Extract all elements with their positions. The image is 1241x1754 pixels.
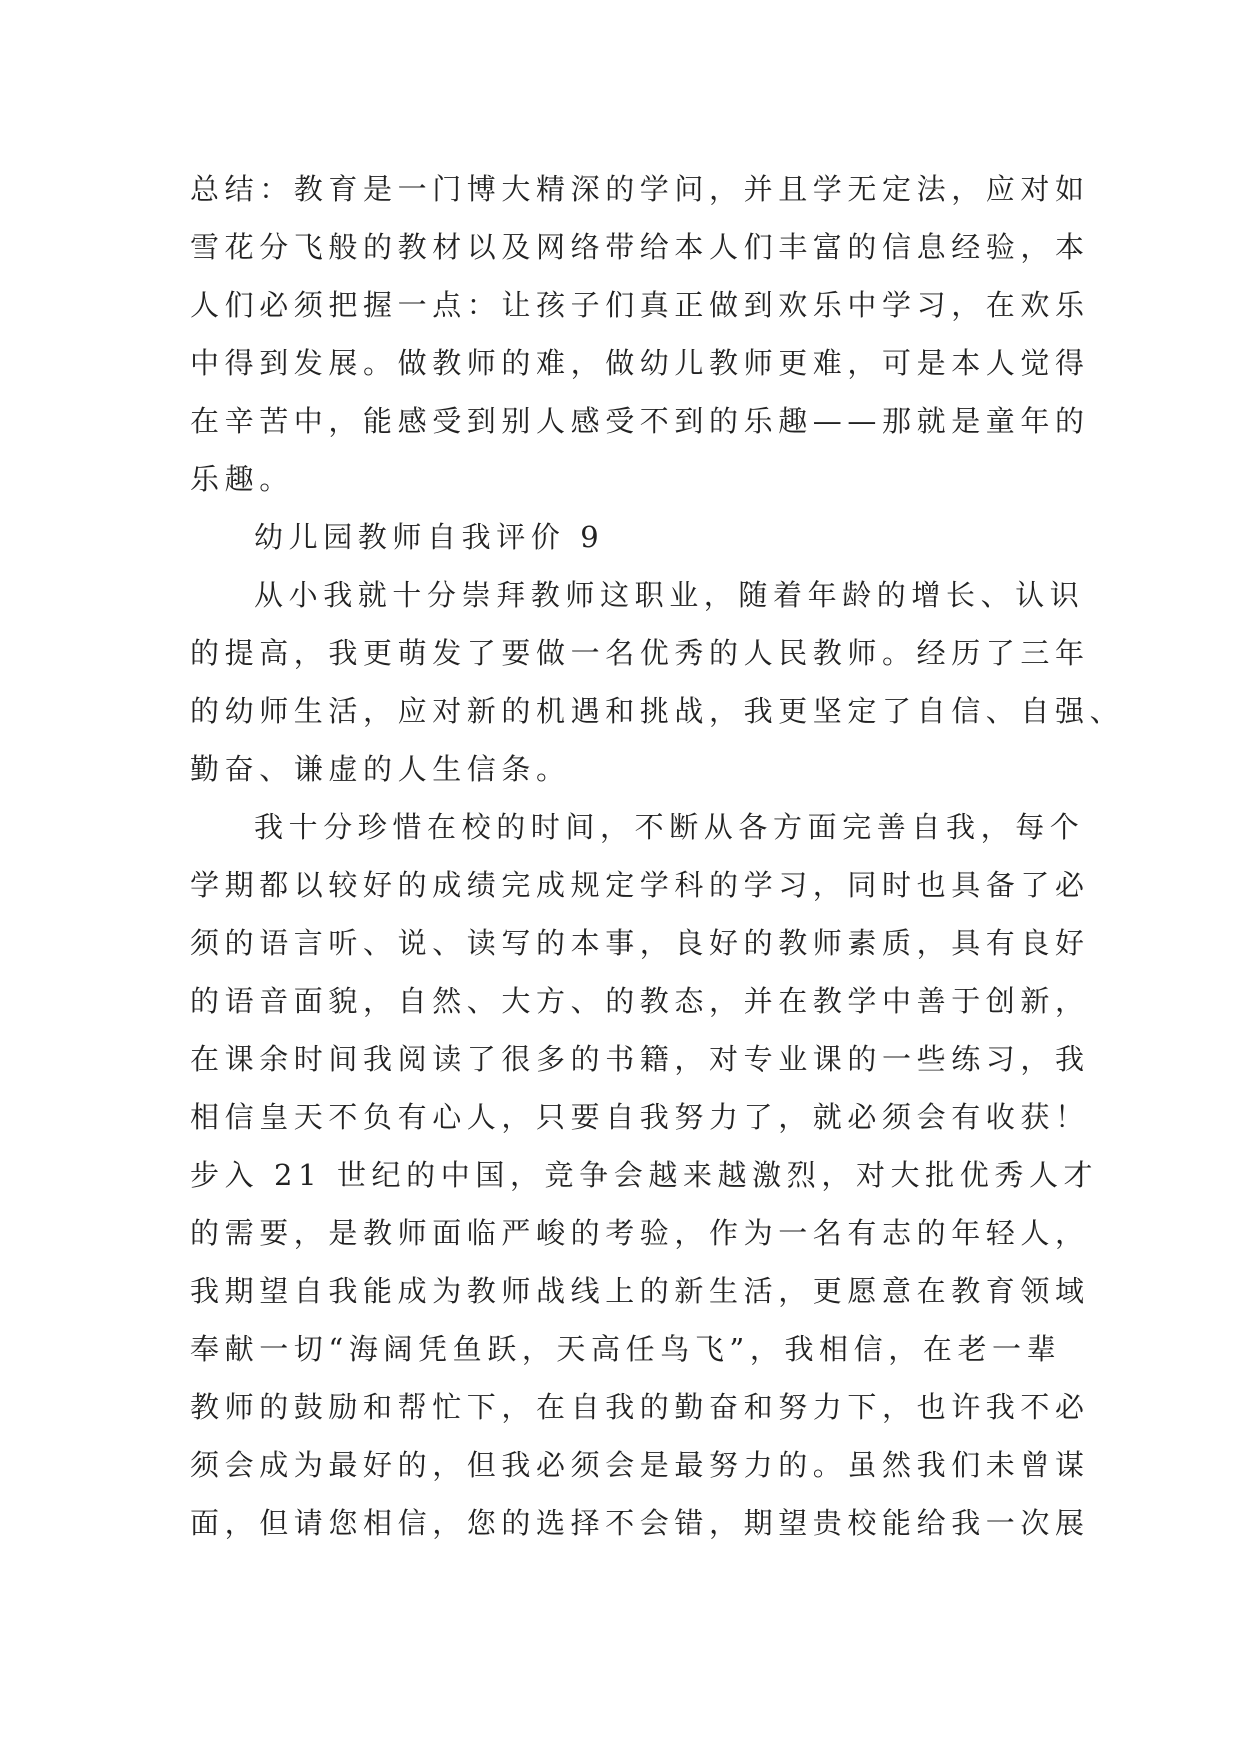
paragraph-summary (190, 160, 1090, 508)
text-line: 中得到发展。做教师的难，做幼儿教师更难，可是本人觉得 (190, 346, 1090, 380)
text-line: 乐趣。 (190, 462, 294, 496)
text-line: 总结：教育是一门博大精深的学问，并且学无定法，应对如 (190, 172, 1090, 206)
text-line: 的幼师生活，应对新的机遇和挑战，我更坚定了自信、自强、 (190, 694, 1125, 728)
text-line: 面，但请您相信，您的选择不会错，期望贵校能给我一次展 (190, 1506, 1090, 1540)
text-line: 我期望自我能成为教师战线上的新生活，更愿意在教育领域 (190, 1274, 1090, 1308)
text-line: 的提高，我更萌发了要做一名优秀的人民教师。经历了三年 (190, 636, 1090, 670)
text-line: 相信皇天不负有心人，只要自我努力了，就必须会有收获！ (190, 1100, 1090, 1134)
text-line: 学期都以较好的成绩完成规定学科的学习，同时也具备了必 (190, 868, 1090, 902)
document-body (190, 160, 1125, 1552)
text-line: 在课余时间我阅读了很多的书籍，对专业课的一些练习，我 (190, 1042, 1090, 1076)
text-line: 我十分珍惜在校的时间，不断从各方面完善自我，每个 (254, 810, 1085, 844)
text-line: 的语音面貌，自然、大方、的教态，并在教学中善于创新， (190, 984, 1090, 1018)
text-line: 须的语言听、说、读写的本事，良好的教师素质，具有良好 (190, 926, 1090, 960)
text-line: 勤奋、谦虚的人生信条。 (190, 752, 571, 786)
text-line: 人们必须把握一点：让孩子们真正做到欢乐中学习，在欢乐 (190, 288, 1090, 322)
text-line: 雪花分飞般的教材以及网络带给本人们丰富的信息经验，本 (190, 230, 1090, 264)
text-line: 须会成为最好的，但我必须会是最努力的。虽然我们未曾谋 (190, 1448, 1090, 1482)
text-line: 教师的鼓励和帮忙下，在自我的勤奋和努力下，也许我不必 (190, 1390, 1090, 1424)
paragraph-body (190, 798, 1099, 1552)
heading-text: 幼儿园教师自我评价 9 (254, 520, 605, 554)
section-heading (190, 508, 1052, 566)
text-line: 在辛苦中，能感受到别人感受不到的乐趣——那就是童年的 (190, 404, 1090, 438)
paragraph-intro (190, 566, 1125, 798)
text-line: 奉献一切“海阔凭鱼跃，天高任鸟飞”，我相信，在老一辈 (190, 1332, 1062, 1366)
text-line: 步入 21 世纪的中国，竞争会越来越激烈，对大批优秀人才 (190, 1158, 1099, 1192)
text-line: 从小我就十分崇拜教师这职业，随着年龄的增长、认识 (254, 578, 1085, 612)
text-line: 的需要，是教师面临严峻的考验，作为一名有志的年轻人， (190, 1216, 1090, 1250)
